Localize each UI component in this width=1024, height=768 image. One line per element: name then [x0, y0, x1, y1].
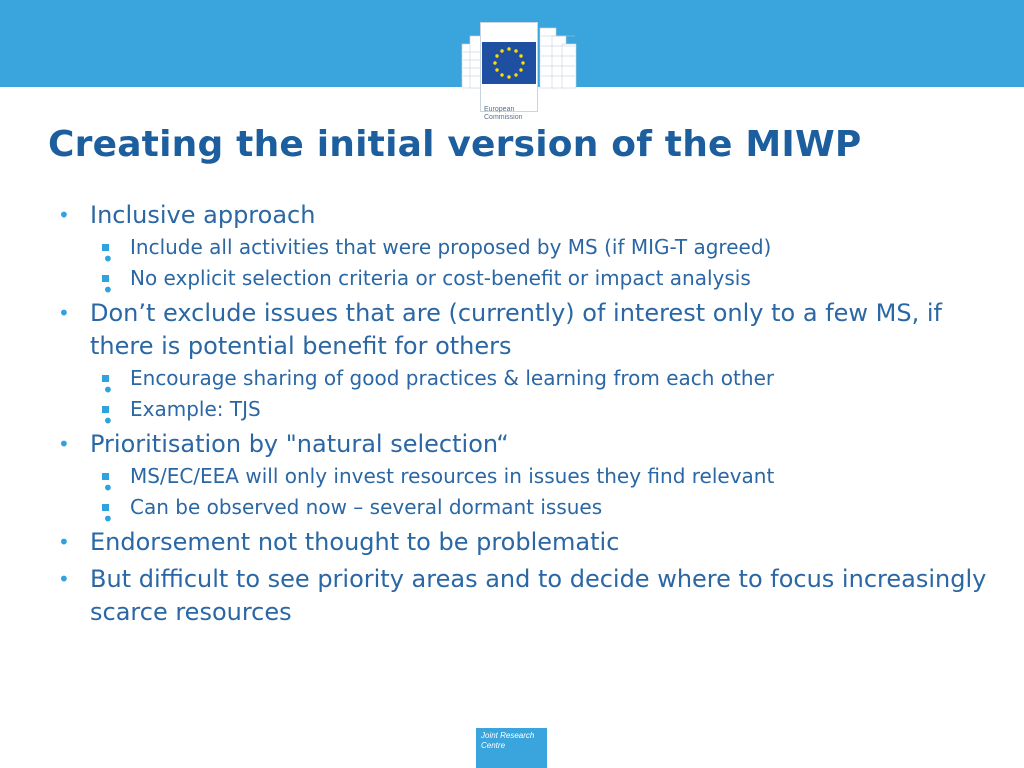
logo-caption: European Commission: [484, 106, 523, 121]
square-bullet-icon: [102, 244, 109, 251]
square-bullet-icon: [102, 504, 109, 511]
bullet-text: Prioritisation by "natural selection“: [90, 430, 509, 458]
bullet-text: Don’t exclude issues that are (currently) of interest only to a few MS, if there is potential benefit for others: [90, 299, 942, 360]
sub-bullet-text: Include all activities that were proposed by MS (if MIG-T agreed): [130, 235, 772, 259]
slide-title: Creating the initial version of the MIWP: [48, 124, 862, 165]
bullet-item: [58, 428, 998, 522]
square-bullet-icon: [102, 406, 109, 413]
bullet-text: Endorsement not thought to be problematic: [90, 528, 620, 556]
sub-bullet-text: Example: TJS: [130, 396, 261, 421]
jrc-logo-text: Joint Research Centre: [481, 731, 535, 750]
bullet-item: [58, 297, 998, 424]
square-bullet-icon: [102, 473, 109, 480]
european-commission-logo: [456, 22, 584, 121]
sub-bullet-list: [90, 461, 998, 522]
jrc-logo: [476, 728, 547, 768]
sub-bullet-item: [90, 394, 998, 425]
bullet-text: Inclusive approach: [90, 201, 316, 229]
sub-bullet-text: Encourage sharing of good practices & learning from each other: [130, 366, 775, 390]
bullet-text: But difficult to see priority areas and to decide where to focus increasingly scarce resources: [90, 565, 987, 626]
sub-bullet-list: [90, 363, 998, 424]
bullet-dot-icon: [58, 563, 78, 596]
sub-bullet-text: MS/EC/EEA will only invest resources in issues they find relevant: [130, 464, 775, 488]
sub-bullet-item: [90, 461, 998, 492]
sub-bullet-item: [90, 492, 998, 523]
sub-bullet-item: [90, 232, 998, 263]
bullet-item: [58, 526, 998, 559]
square-bullet-icon: [102, 375, 109, 382]
bullet-dot-icon: [58, 199, 78, 232]
sub-bullet-list: [90, 232, 998, 293]
sub-bullet-item: [90, 363, 998, 394]
sub-bullet-text: No explicit selection criteria or cost-benefit or impact analysis: [130, 265, 751, 290]
bullet-dot-icon: [58, 526, 78, 559]
bullet-dot-icon: [58, 428, 78, 461]
bullet-item: [58, 563, 998, 629]
bullet-list: [58, 199, 998, 633]
square-bullet-icon: [102, 275, 109, 282]
sub-bullet-item: [90, 263, 998, 294]
bullet-dot-icon: [58, 297, 78, 330]
bullet-item: [58, 199, 998, 293]
eu-flag-icon: [482, 42, 536, 84]
sub-bullet-text: Can be observed now – several dormant issues: [130, 494, 603, 519]
